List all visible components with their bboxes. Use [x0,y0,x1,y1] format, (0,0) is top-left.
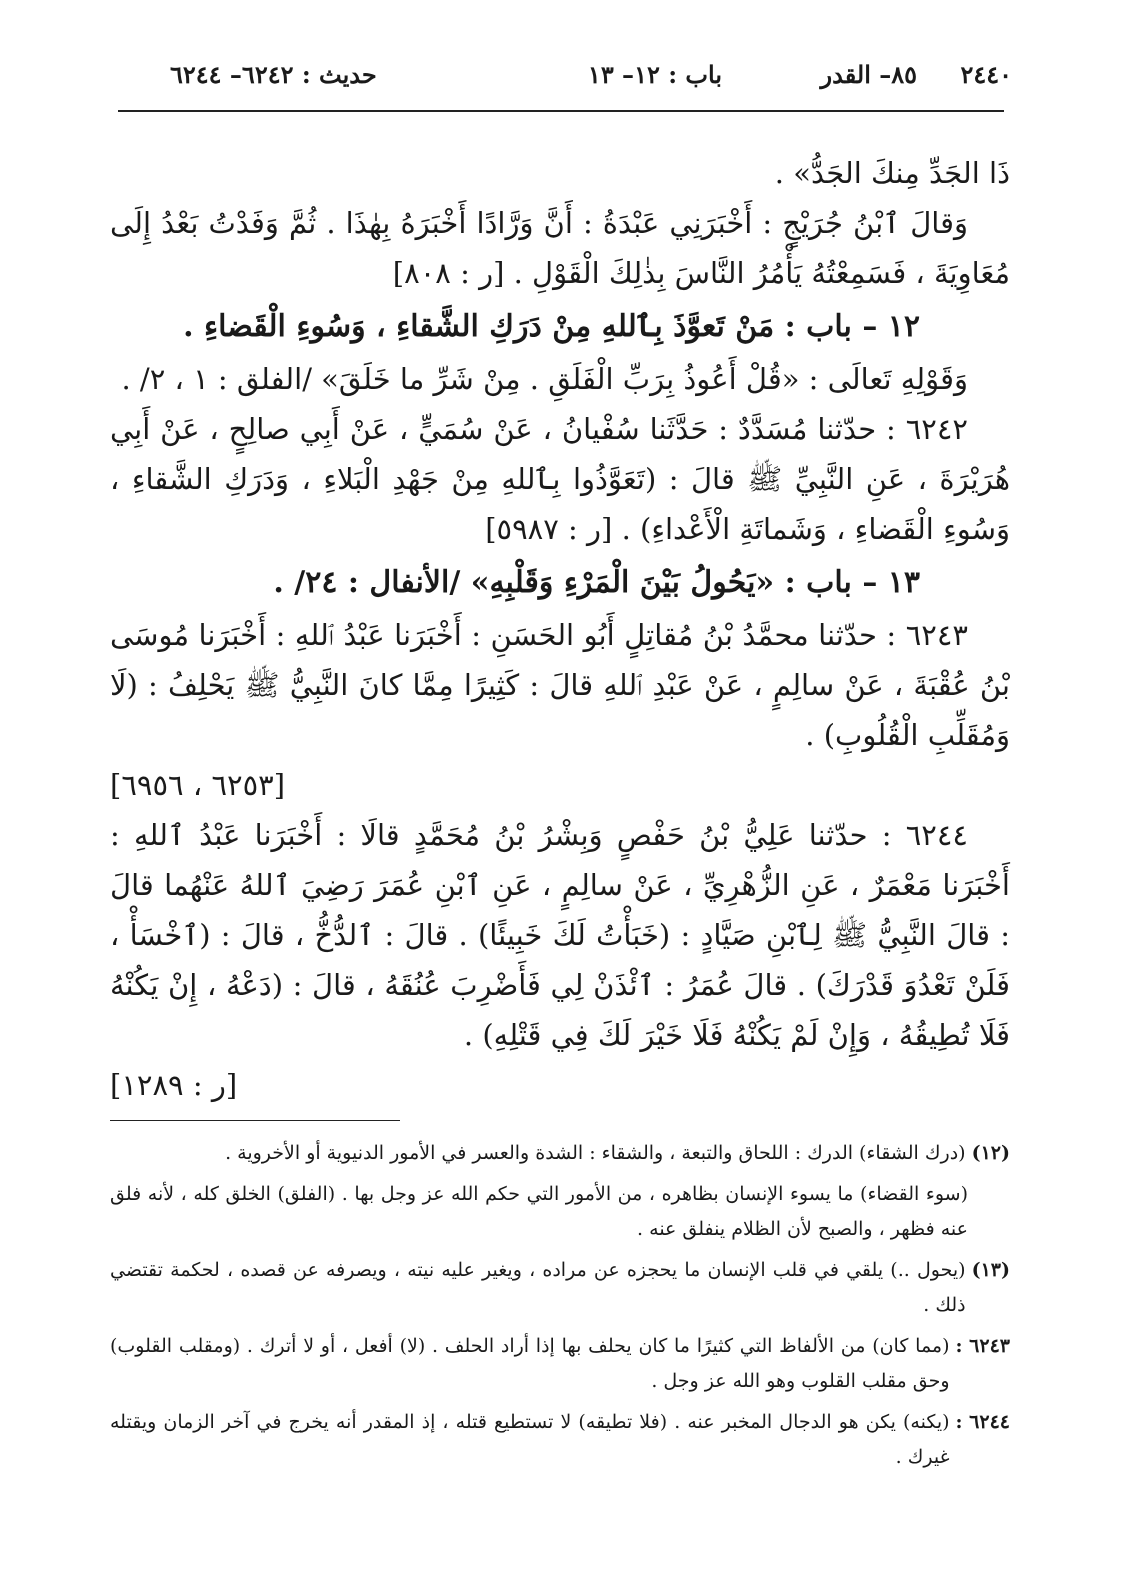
hadith-6244: ٦٢٤٤ : حدّثنا عَلِيُّ بْنُ حَفْصٍ وَبِشْرُ بْنُ مُحَمَّدٍ قالَا : أَخْبَرَنا عَبْدُ ٱللهِ : أَخْبَرَنا مَعْمَرٌ ، عَنِ الزُّهْرِيِّ ، عَنْ سالِمٍ ، عَنِ ٱبْنِ عُمَرَ رَضِيَ ٱللهُ عَنْهُما قالَ : قالَ النَّبِيُّ ﷺ لِٱبْنِ صَيَّادٍ : (خَبَأْتُ لَكَ خَبِيئًا) . قالَ : ٱلدُّخُّ ، قالَ : (ٱخْسَأْ ، فَلَنْ تَعْدُوَ قَدْرَكَ) . قالَ عُمَرُ : ٱئْذَنْ لِي فَأَضْرِبَ عُنُقَهُ ، قالَ : (دَعْهُ ، إِنْ يَكُنْهُ فَلَا تُطِيقُهُ ، وَإِنْ لَمْ يَكُنْهُ فَلَا خَيْرَ لَكَ فِي قَتْلِهِ) . [110,818,1010,1052]
footnote-6244 [110,1405,1010,1475]
chapter-12-verse: وَقَوْلِهِ تَعالَى : «قُلْ أَعُوذُ بِرَبِّ الْفَلَقِ . مِنْ شَرِّ ما خَلَقَ» /الفلق : ١ ، ٢/ . [121,362,968,396]
book-title: ٨٥– القدر [820,60,917,89]
chapter-12-title: ١٢ – باب : مَنْ تَعوَّذَ بِٱللهِ مِنْ دَرَكِ الشَّقاءِ ، وَسُوءِ الْقَضاءِ . [183,309,920,344]
footnote-6244-label: ٦٢٤٤ : [955,1411,1010,1433]
header-divider [118,110,1004,112]
footnote-6244-text: (يكنه) يكن هو الدجال المخبر عنه . (فلا تطيقه) لا تستطيع قتله ، إذ المقدر أنه يخرج في آخر الزمان ويقتله غيرك . [110,1411,950,1468]
footnote-13 [110,1253,1010,1323]
footnote-6243-text: (مما كان) من الألفاظ التي كثيرًا ما كان يحلف بها إذا أراد الحلف . (لا) أفعل ، أو لا أترك . (ومقلب القلوب) وحق مقلب القلوب وهو الله عز وجل . [110,1335,950,1392]
hadith-6244-reference: [ر : ١٢٨٩] [110,1068,238,1102]
running-header [170,56,1012,96]
continued-line: ذَا الجَدِّ مِنكَ الجَدُّ» . [774,156,1010,190]
hadith-6242: ٦٢٤٢ : حدّثنا مُسَدَّدٌ : حَدَّثَنا سُفْيانُ ، عَنْ سُمَيٍّ ، عَنْ أَبِي صالِحٍ ، عَنْ أَبِي هُرَيْرَةَ ، عَنِ النَّبِيِّ ﷺ قالَ : (تَعَوَّذُوا بِٱللهِ مِنْ جَهْدِ الْبَلاءِ ، وَدَرَكِ الشَّقاءِ ، وَسُوءِ الْقَضاءِ ، وَشَماتَةِ الْأَعْداءِ) . [ر : ٥٩٨٧] [110,412,1010,546]
chapter-13-title: ١٣ – باب : «يَحُولُ بَيْنَ الْمَرْءِ وَقَلْبِهِ» /الأنفال : ٢٤/ . [273,565,920,600]
hadith-6243: ٦٢٤٣ : حدّثنا محمَّدُ بْنُ مُقاتِلٍ أَبُو الحَسَنِ : أَخْبَرَنا عَبْدُ ٱللهِ : أَخْبَرَنا مُوسَى بْنُ عُقْبَةَ ، عَنْ سالِمٍ ، عَنْ عَبْدِ ٱللهِ قالَ : كَثِيرًا مِمَّا كانَ النَّبِيُّ ﷺ يَحْلِفُ : (لَا وَمُقَلِّبِ الْقُلُوبِ) . [110,618,1010,752]
chapter-range: باب : ١٢– ١٣ [587,60,722,89]
main-text [110,148,1010,1110]
footnote-12 [110,1136,1010,1171]
footnote-6243-label: ٦٢٤٣ : [955,1335,1010,1357]
footnotes [110,1136,1010,1481]
footnote-13-text: (يحول ..) يلقي في قلب الإنسان ما يحجزه عن مراده ، ويغير عليه نيته ، ويصرفه عن قصده ، لحكمة تقتضي ذلك . [110,1259,966,1316]
footnote-12-continued: (سوء القضاء) ما يسوء الإنسان بظاهره ، من الأمور التي حكم الله عز وجل بها . (الفلق) الخلق كله ، لأنه فلق عنه فظهر ، والصبح لأن الظلام ينفلق عنه . [110,1183,968,1240]
hadith-range: حديث : ٦٢٤٢– ٦٢٤٤ [170,60,377,89]
page-number: ٢٤٤٠ [960,60,1012,89]
hadith-6243-reference: [٦٢٥٣ ، ٦٩٥٦] [110,768,286,802]
footnote-12-label: (١٢) [971,1142,1010,1164]
footnote-12-text: (درك الشقاء) الدرك : اللحاق والتبعة ، والشقاء : الشدة والعسر في الأمور الدنيوية أو الأخروية . [225,1142,966,1164]
footnotes-divider [110,1120,400,1121]
footnote-6243 [110,1329,1010,1399]
footnote-13-label: (١٣) [971,1259,1010,1281]
ibn-jurayj-paragraph: وَقالَ ٱبْنُ جُرَيْجٍ : أَخْبَرَنِي عَبْدَةُ : أَنَّ وَرَّادًا أَخْبَرَهُ بِهٰذَا . ثُمَّ وَفَدْتُ بَعْدُ إِلَى مُعَاوِيَةَ ، فَسَمِعْتُهُ يَأْمُرُ النَّاسَ بِذٰلِكَ الْقَوْلِ . [ر : ٨٠٨] [110,206,1010,290]
